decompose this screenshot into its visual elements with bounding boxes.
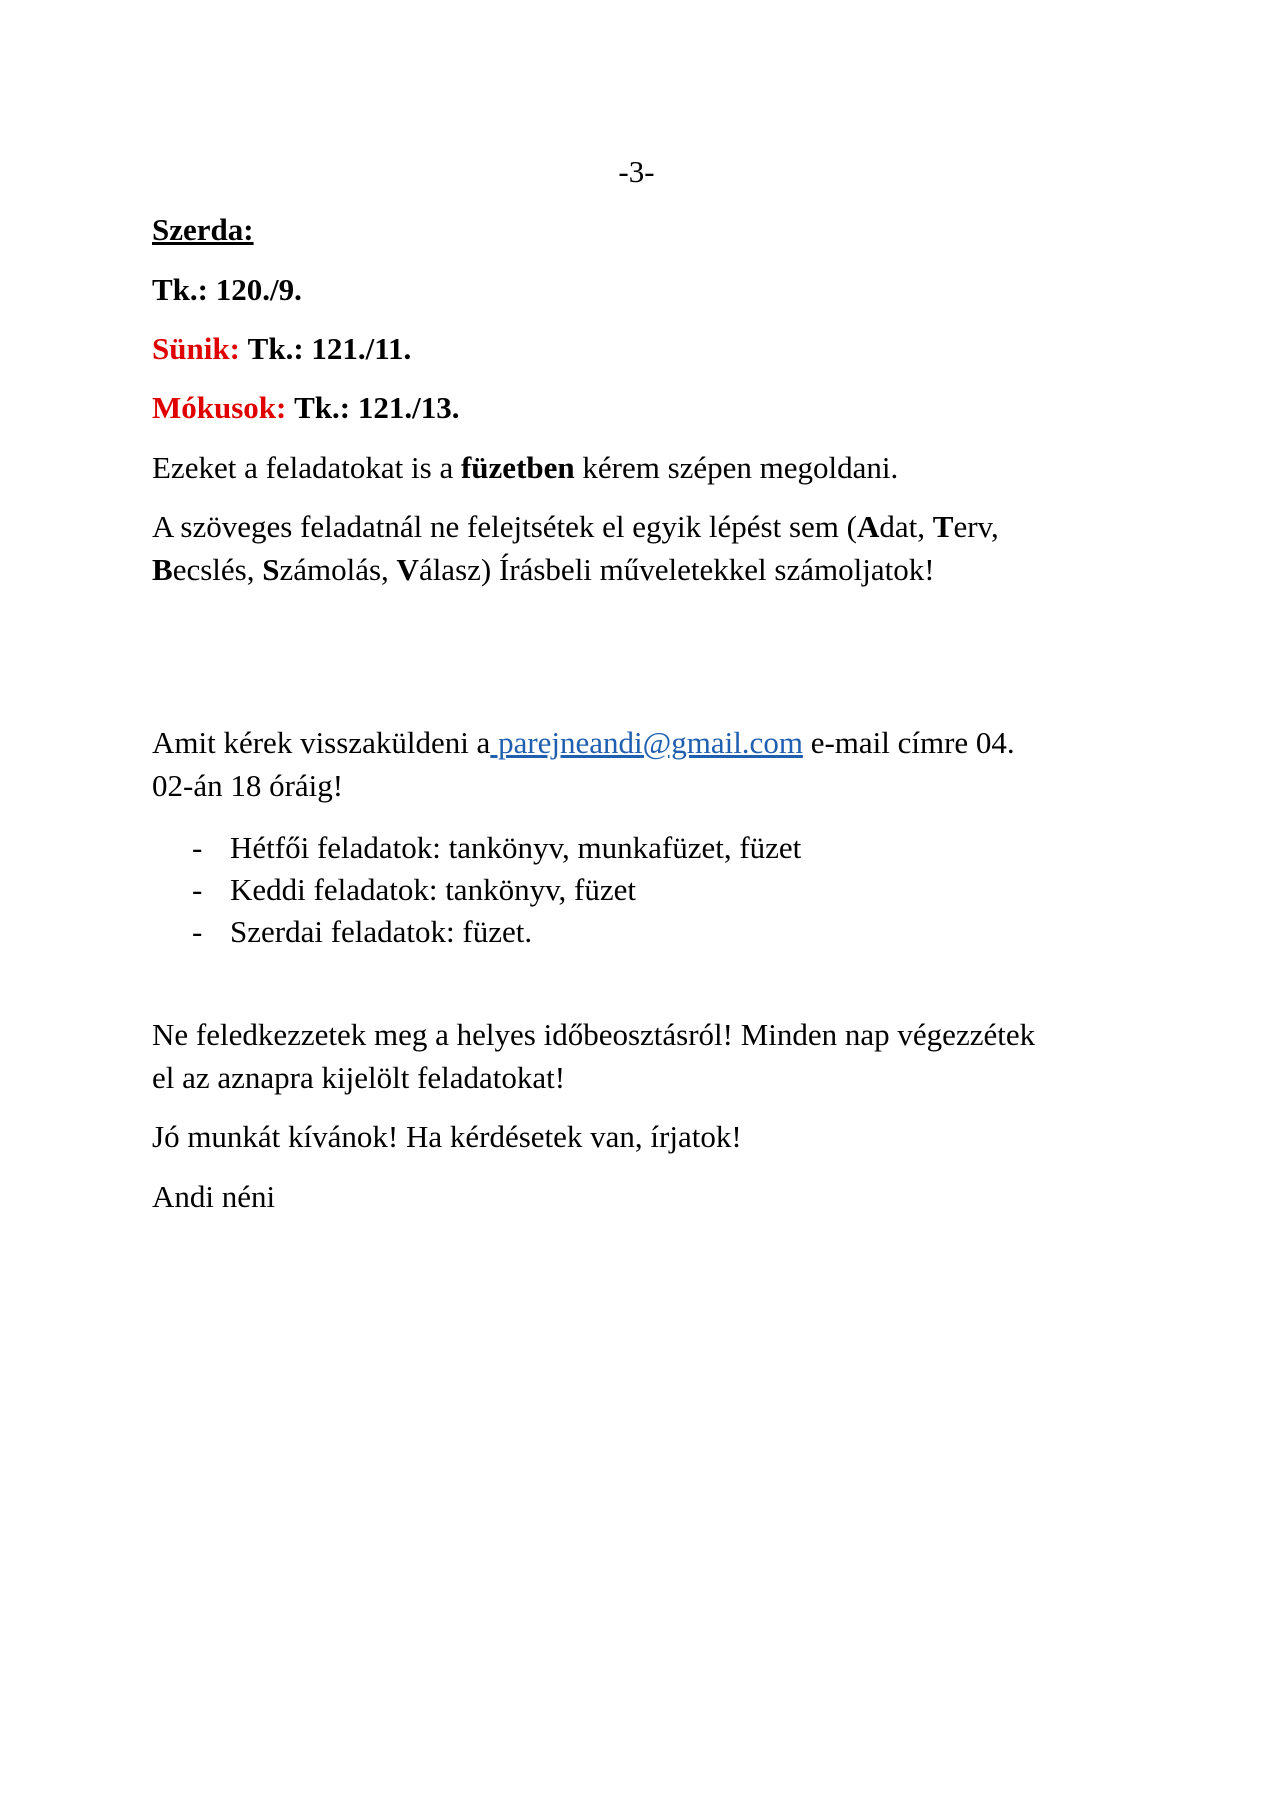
task-main: Tk.: 120./9.: [152, 272, 302, 307]
letter-v: V: [396, 552, 419, 587]
email-link[interactable]: parejneandi@gmail.com: [490, 725, 803, 760]
word-adat-rest: dat,: [879, 509, 933, 544]
group-task-mokusok: Tk.: 121./13.: [294, 390, 460, 425]
letter-s: S: [262, 552, 280, 587]
return-note-line-2: 02-án 18 óráig!: [152, 768, 344, 803]
day-heading: Szerda:: [152, 212, 254, 247]
letter-b: B: [152, 552, 173, 587]
word-becsles-rest: ecslés,: [172, 552, 263, 587]
task-group-mokusok: [152, 386, 459, 429]
reminder-line-1: Ne feledkezzetek meg a helyes időbeosztásról! Minden nap végezzétek: [152, 1017, 1036, 1052]
letter-t: T: [932, 509, 954, 544]
closing-line: Jó munkát kívánok! Ha kérdésetek van, írjatok!: [152, 1119, 742, 1154]
word-problem-line-2: [152, 548, 935, 591]
instruction-bold: füzetben: [460, 450, 575, 485]
instruction-post: kérem szépen megoldani.: [574, 450, 899, 485]
list-bullet: -: [192, 830, 203, 865]
return-note-line-1: [152, 721, 1015, 764]
list-bullet: -: [192, 914, 203, 949]
list-item: Hétfői feladatok: tankönyv, munkafüzet, füzet: [230, 830, 802, 865]
instruction-line: [152, 446, 898, 489]
letter-a: A: [856, 509, 880, 544]
list-item: Keddi feladatok: tankönyv, füzet: [230, 872, 637, 907]
list-bullet: -: [192, 872, 203, 907]
return-note-pre: Amit kérek visszaküldeni a: [152, 725, 491, 760]
group-name-sunik: Sünik:: [152, 331, 240, 366]
page-number: -3-: [618, 154, 655, 189]
word-szamolas-rest: zámolás,: [279, 552, 397, 587]
reminder-line-2: el az aznapra kijelölt feladatokat!: [152, 1060, 566, 1095]
group-task-sunik: Tk.: 121./11.: [247, 331, 412, 366]
word-valasz-rest: álasz) Írásbeli műveletekkel számoljatok!: [418, 552, 935, 587]
instruction-pre: Ezeket a feladatokat is a: [152, 450, 461, 485]
word-terv-rest: erv,: [953, 509, 999, 544]
return-note-post: e-mail címre 04.: [802, 725, 1015, 760]
task-group-sunik: [152, 327, 411, 370]
list-item: Szerdai feladatok: füzet.: [230, 914, 533, 949]
group-name-mokusok: Mókusok:: [152, 390, 287, 425]
signature: Andi néni: [152, 1179, 276, 1214]
word-problem-text: A szöveges feladatnál ne felejtsétek el egyik lépést sem (: [152, 509, 857, 544]
word-problem-line-1: [152, 505, 999, 548]
